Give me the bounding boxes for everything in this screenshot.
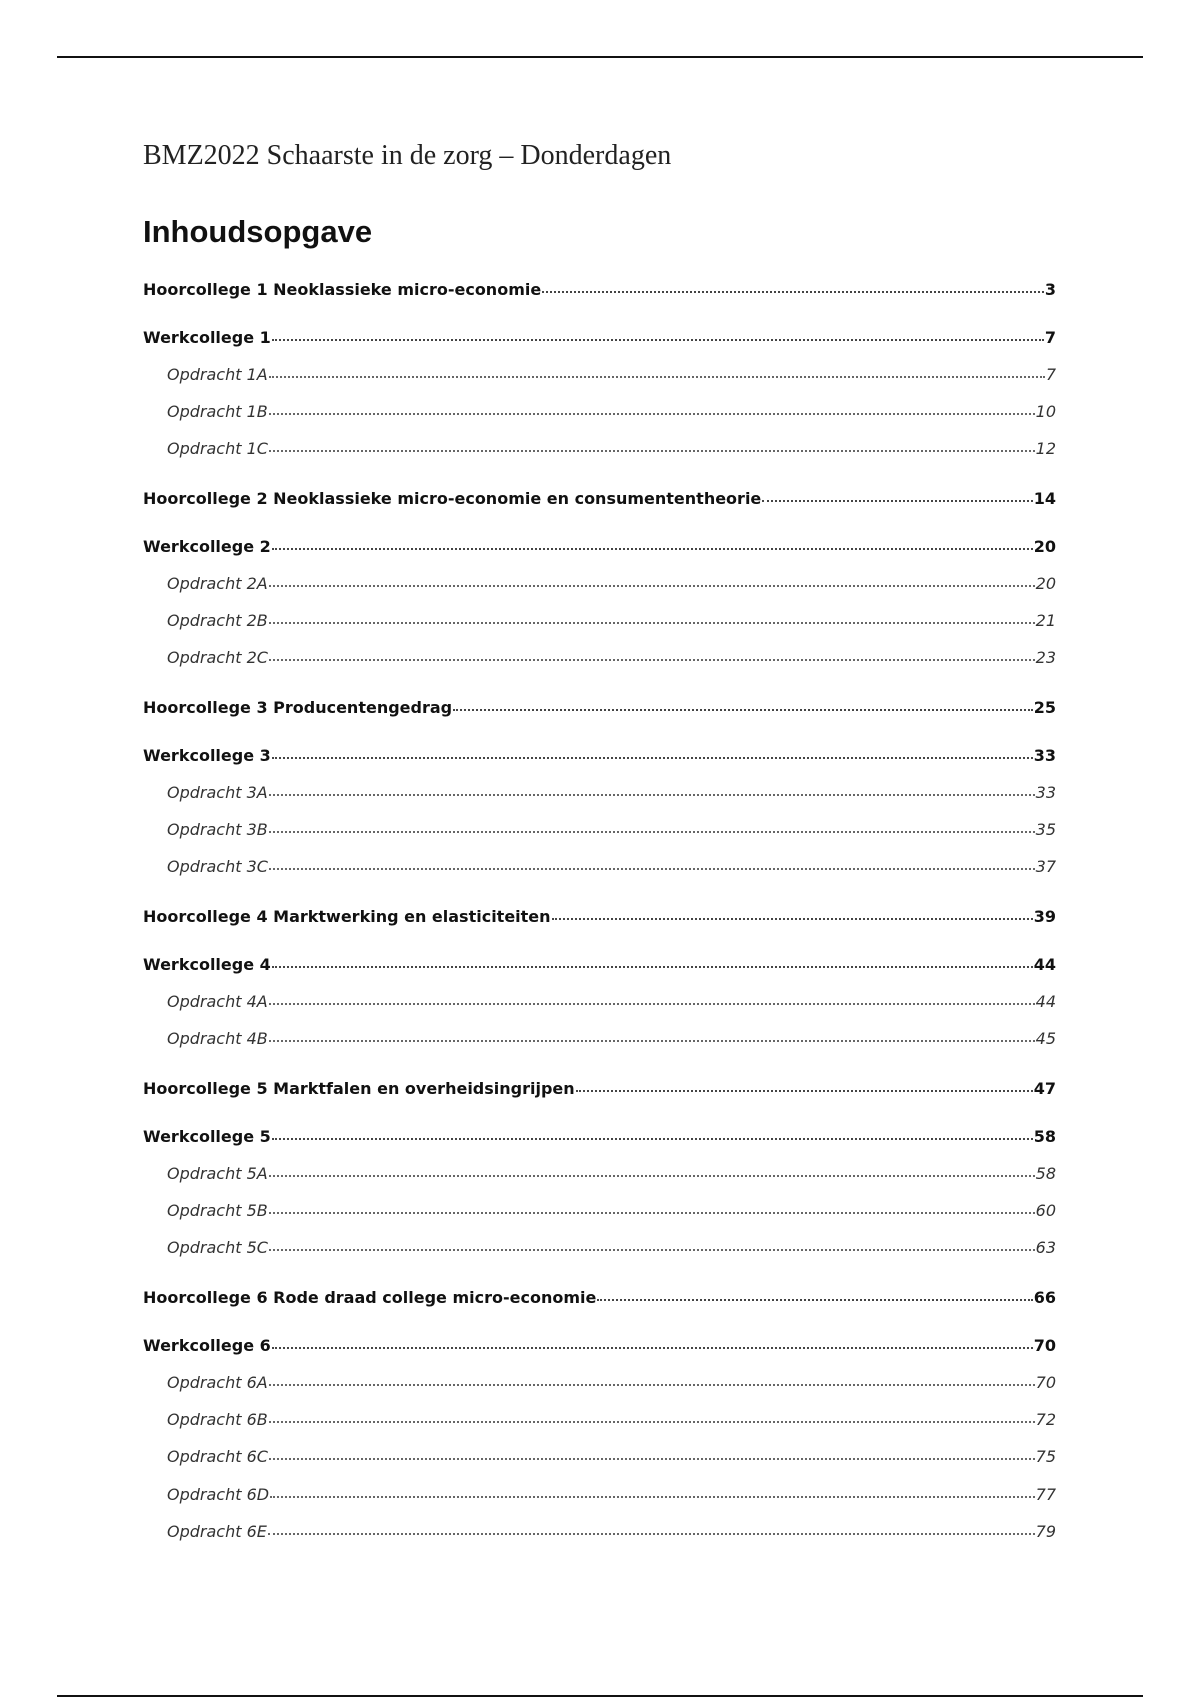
toc-entry-label: Opdracht 2A: [167, 574, 268, 593]
toc-dot-leader: [269, 1235, 1035, 1251]
toc-entry-label: Opdracht 1C: [167, 439, 268, 458]
toc-subentry[interactable]: [167, 1200, 1056, 1222]
toc-subentry[interactable]: [167, 647, 1056, 669]
toc-subentry[interactable]: [167, 1446, 1056, 1468]
toc-entry-page-number: 58: [1033, 1127, 1056, 1146]
toc-dot-leader: [576, 1076, 1033, 1092]
toc-entry-page-number: 45: [1035, 1029, 1056, 1048]
toc-dot-leader: [272, 534, 1033, 550]
toc-entry-page-number: 35: [1035, 820, 1056, 839]
toc-entry-label: Opdracht 4B: [167, 1029, 268, 1048]
toc-entry-label: Hoorcollege 4 Marktwerking en elasticiteiten: [143, 907, 551, 926]
toc-dot-leader: [272, 1124, 1033, 1140]
toc-dot-leader: [269, 571, 1035, 587]
toc-entry-page-number: 21: [1035, 611, 1056, 630]
toc-entry[interactable]: [143, 1126, 1056, 1148]
toc-dot-leader: [453, 695, 1033, 711]
toc-subentry[interactable]: [167, 1521, 1056, 1543]
toc-dot-leader: [269, 989, 1035, 1005]
toc-dot-leader: [269, 436, 1035, 452]
toc-entry[interactable]: [143, 1287, 1056, 1309]
toc-dot-leader: [269, 362, 1045, 378]
toc-dot-leader: [269, 608, 1035, 624]
toc-entry-page-number: 44: [1033, 955, 1056, 974]
toc-entry-page-number: 77: [1035, 1485, 1056, 1504]
toc-entry[interactable]: [143, 954, 1056, 976]
toc-dot-leader: [552, 904, 1033, 920]
toc-entry-page-number: 33: [1035, 783, 1056, 802]
toc-entry-label: Opdracht 6D: [167, 1485, 270, 1504]
toc-entry-label: Werkcollege 3: [143, 746, 271, 765]
toc-entry[interactable]: [143, 1335, 1056, 1357]
toc-entry-page-number: 70: [1035, 1373, 1056, 1392]
toc-subentry[interactable]: [167, 1028, 1056, 1050]
toc-entry-label: Opdracht 1A: [167, 365, 268, 384]
toc-dot-leader: [269, 399, 1035, 415]
toc-entry-label: Werkcollege 6: [143, 1336, 271, 1355]
toc-subentry[interactable]: [167, 401, 1056, 423]
toc-entry-label: Hoorcollege 2 Neoklassieke micro-economie en consumententheorie: [143, 489, 762, 508]
toc-dot-leader: [272, 1333, 1033, 1349]
toc-entry-label: Opdracht 3C: [167, 857, 268, 876]
toc-dot-leader: [542, 277, 1044, 293]
toc-subentry[interactable]: [167, 991, 1056, 1013]
toc-entry-label: Opdracht 5C: [167, 1238, 268, 1257]
toc-entry-label: Werkcollege 2: [143, 537, 271, 556]
footer-rule: [57, 1695, 1143, 1697]
toc-subentry[interactable]: [167, 1163, 1056, 1185]
toc-entry-page-number: 25: [1033, 698, 1056, 717]
toc-dot-leader: [272, 952, 1033, 968]
toc-entry-page-number: 39: [1033, 907, 1056, 926]
toc-entry-page-number: 72: [1035, 1410, 1056, 1429]
toc-entry[interactable]: [143, 1078, 1056, 1100]
toc-dot-leader: [269, 780, 1035, 796]
toc-entry-label: Opdracht 6E: [167, 1522, 267, 1541]
toc-entry-label: Opdracht 5B: [167, 1201, 268, 1220]
toc-entry[interactable]: [143, 906, 1056, 928]
toc-entry-page-number: 33: [1033, 746, 1056, 765]
toc-dot-leader: [597, 1285, 1032, 1301]
toc-subentry[interactable]: [167, 782, 1056, 804]
toc-entry-page-number: 12: [1035, 439, 1056, 458]
toc-entry-page-number: 7: [1045, 365, 1056, 384]
toc-subentry[interactable]: [167, 573, 1056, 595]
toc-entry-label: Opdracht 4A: [167, 992, 268, 1011]
toc-dot-leader: [762, 486, 1032, 502]
toc-entry-label: Opdracht 6B: [167, 1410, 268, 1429]
toc-subentry[interactable]: [167, 1409, 1056, 1431]
toc-dot-leader: [272, 743, 1033, 759]
toc-dot-leader: [272, 325, 1044, 341]
toc-dot-leader: [269, 645, 1035, 661]
toc-entry-page-number: 3: [1044, 280, 1056, 299]
toc-entry-label: Hoorcollege 1 Neoklassieke micro-economie: [143, 280, 542, 299]
toc-entry-page-number: 75: [1035, 1447, 1056, 1466]
toc-entry-page-number: 7: [1044, 328, 1056, 347]
toc-subentry[interactable]: [167, 610, 1056, 632]
toc-dot-leader: [270, 1482, 1035, 1498]
toc-heading: Inhoudsopgave: [143, 214, 373, 249]
toc-entry-label: Opdracht 6C: [167, 1447, 268, 1466]
toc-entry[interactable]: [143, 327, 1056, 349]
toc-entry-page-number: 20: [1033, 537, 1056, 556]
toc-entry[interactable]: [143, 745, 1056, 767]
toc-entry[interactable]: [143, 279, 1056, 301]
toc-subentry[interactable]: [167, 364, 1056, 386]
toc-dot-leader: [269, 1161, 1035, 1177]
toc-entry-page-number: 14: [1033, 489, 1056, 508]
toc-entry-page-number: 47: [1033, 1079, 1056, 1098]
toc-dot-leader: [269, 854, 1035, 870]
toc-entry[interactable]: [143, 488, 1056, 510]
document-title: BMZ2022 Schaarste in de zorg – Donderdagen: [143, 140, 672, 171]
toc-entry-label: Hoorcollege 6 Rode draad college micro-economie: [143, 1288, 597, 1307]
toc-dot-leader: [268, 1519, 1035, 1535]
toc-entry-label: Opdracht 5A: [167, 1164, 268, 1183]
toc-dot-leader: [269, 1370, 1035, 1386]
toc-entry-page-number: 79: [1035, 1522, 1056, 1541]
toc-entry-page-number: 58: [1035, 1164, 1056, 1183]
toc-entry-label: Hoorcollege 5 Marktfalen en overheidsingrijpen: [143, 1079, 575, 1098]
toc-entry-page-number: 63: [1035, 1238, 1056, 1257]
toc-subentry[interactable]: [167, 1484, 1056, 1506]
toc-entry[interactable]: [143, 697, 1056, 719]
header-rule: [57, 56, 1143, 58]
toc-entry-page-number: 20: [1035, 574, 1056, 593]
toc-entry-label: Opdracht 2C: [167, 648, 268, 667]
toc-subentry[interactable]: [167, 438, 1056, 460]
toc-dot-leader: [269, 1026, 1035, 1042]
toc-subentry[interactable]: [167, 1372, 1056, 1394]
toc-entry-page-number: 37: [1035, 857, 1056, 876]
toc-dot-leader: [269, 1444, 1035, 1460]
toc-entry-page-number: 10: [1035, 402, 1056, 421]
toc-entry-label: Opdracht 3A: [167, 783, 268, 802]
toc-entry-page-number: 44: [1035, 992, 1056, 1011]
toc-dot-leader: [269, 1198, 1035, 1214]
toc-subentry[interactable]: [167, 819, 1056, 841]
toc-dot-leader: [269, 817, 1035, 833]
toc-entry-page-number: 70: [1033, 1336, 1056, 1355]
toc-entry-label: Opdracht 3B: [167, 820, 268, 839]
toc-entry-label: Werkcollege 5: [143, 1127, 271, 1146]
toc-entry-label: Hoorcollege 3 Producentengedrag: [143, 698, 453, 717]
toc-subentry[interactable]: [167, 856, 1056, 878]
toc-entry-page-number: 23: [1035, 648, 1056, 667]
toc-entry-label: Opdracht 2B: [167, 611, 268, 630]
toc-entry-page-number: 66: [1033, 1288, 1056, 1307]
toc-subentry[interactable]: [167, 1237, 1056, 1259]
toc-entry-label: Opdracht 1B: [167, 402, 268, 421]
toc-entry[interactable]: [143, 536, 1056, 558]
toc-entry-label: Werkcollege 4: [143, 955, 271, 974]
toc-entry-label: Opdracht 6A: [167, 1373, 268, 1392]
toc-dot-leader: [269, 1407, 1035, 1423]
toc-entry-page-number: 60: [1035, 1201, 1056, 1220]
toc-entry-label: Werkcollege 1: [143, 328, 271, 347]
